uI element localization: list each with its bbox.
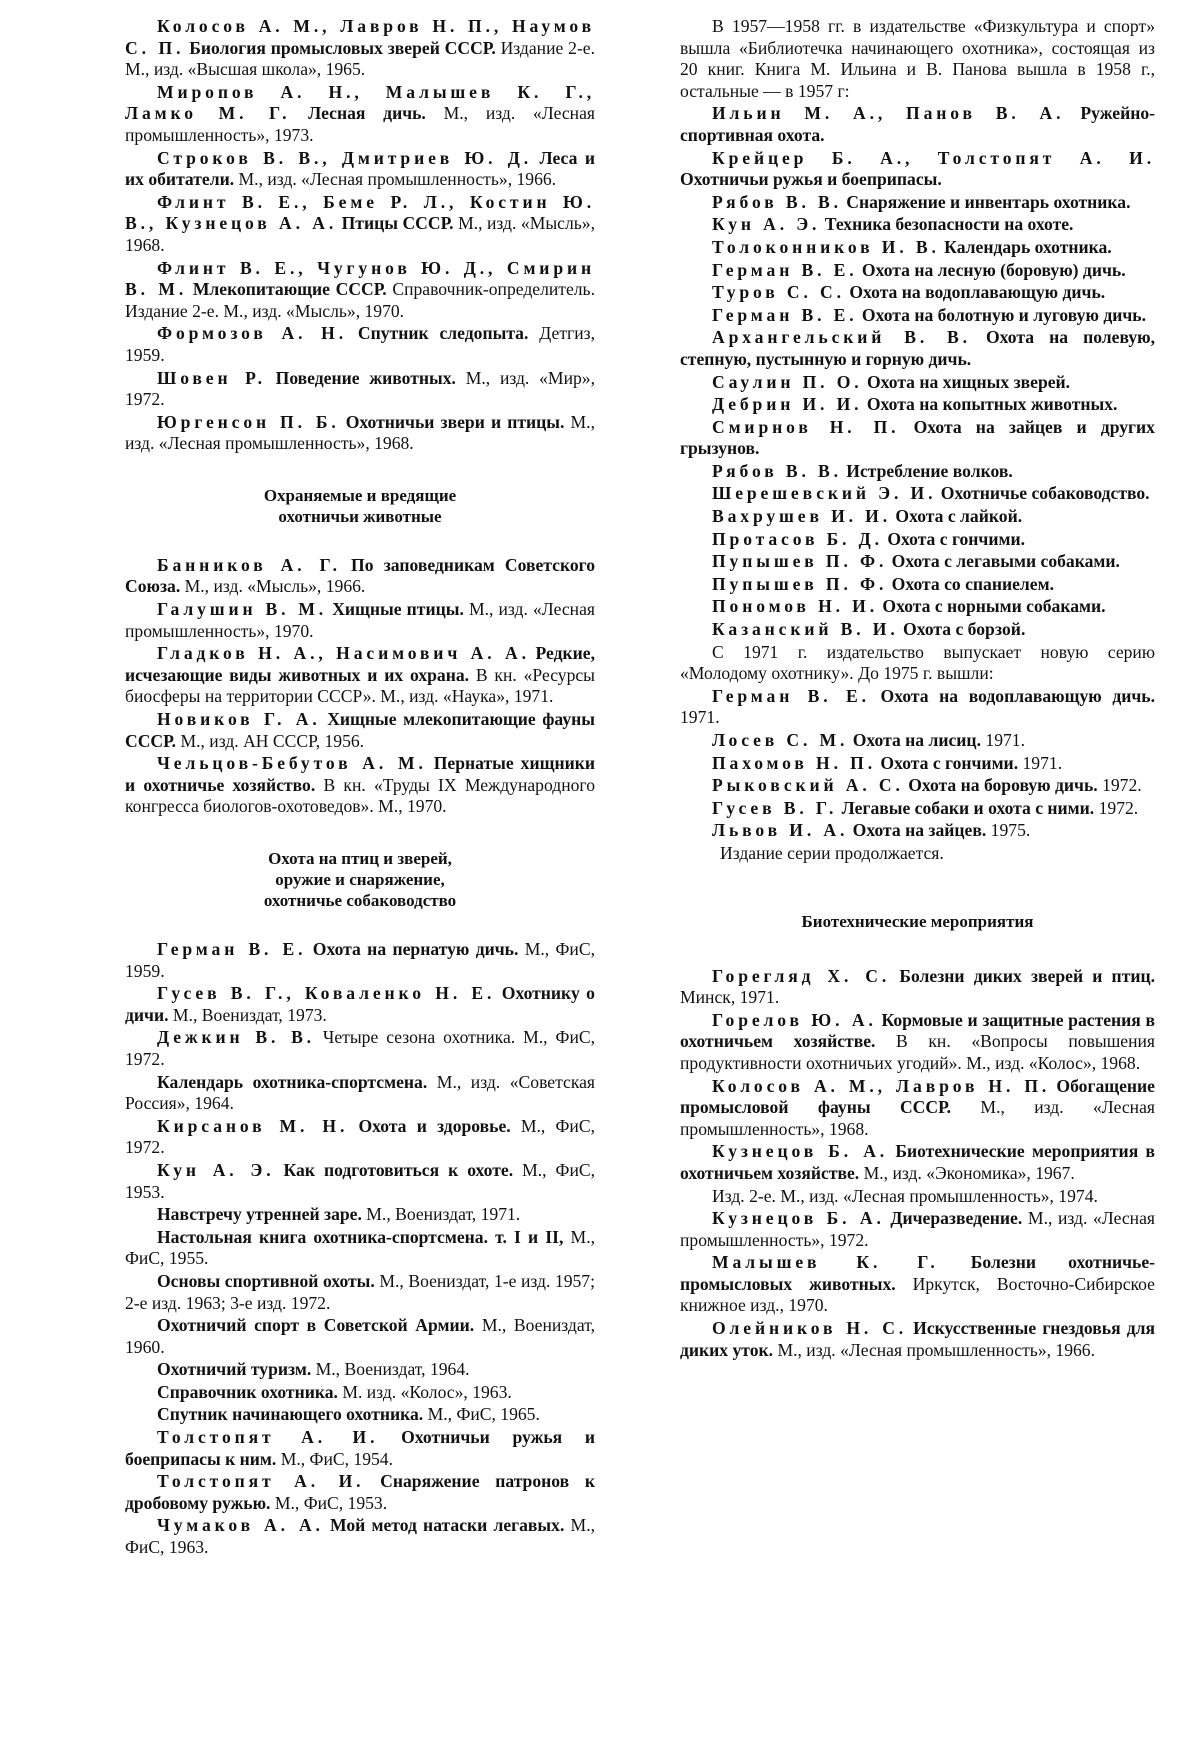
entry-title: Охота со спаниелем. [891,573,1054,594]
entry-author: Шовен Р. [157,367,266,388]
bibliography-entry [125,82,595,147]
bibliography-entry [680,966,1155,1009]
bibliography-entry [680,775,1155,797]
entry-author: Олейников Н. С. [712,1318,908,1339]
entry-details: М., изд. «Экономика», 1967. [863,1162,1075,1183]
entry-title: Охотничий спорт в Советской Армии. [157,1315,475,1336]
entry-details: М., изд. «Мысль», 1968. [125,213,595,255]
entry-details: М., Воениздат, 1964. [315,1359,470,1380]
bibliography-entry [125,1359,595,1381]
bibliography-entry [125,1027,595,1070]
entry-author: Гладков Н. А., Насимович А. А. [157,643,530,664]
bibliography-entry [680,551,1155,573]
entry-title: Охота с норными собаками. [882,596,1106,617]
series-intro-paragraph: В 1957—1958 гг. в издательстве «Физкультура и спорт» вышла «Библиотечка начинающего охотника», состоящая из 20 книг. Книга М. Ильина и В. Панова вышла в 1958 г., остальные — в 1957 г: [680,16,1155,101]
entry-author: Чумаков А. А. [157,1515,324,1536]
entry-title: Редкие, исчезающие виды животных и их охрана. [125,643,595,685]
section-heading-biotechnical [680,911,1155,932]
entry-details: М., изд. «Мир», 1972. [125,367,595,410]
entry-author: Кирсанов М. Н. [157,1115,349,1136]
entry-title: Легавые собаки и охота с ними. [841,797,1095,818]
entry-title: Болезни диких зверей и птиц. [899,965,1156,986]
entry-details: М., изд. АН СССР, 1956. [180,730,365,751]
entry-title: Охота на зайцев. [852,820,987,841]
entry-author: Гусев В. Г., Коваленко Н. Е. [157,983,496,1004]
entry-author: Толстопят А. И. [157,1427,379,1448]
right-series1 [680,103,1155,640]
entry-author: Строков В. В., Дмитриев Ю. Д. [157,147,533,168]
entry-author: Дебрин И. И. [712,394,863,415]
entry-title: Кормовые и защитные растения в охотничьем хозяйстве. [680,1009,1155,1052]
bibliography-entry [125,1160,595,1203]
entry-author: Флинт В. Е., Беме Р. Л., Костин Ю. В., Кузнецов А. А. [125,191,595,234]
entry-title: Охотничьи звери и птицы. [345,411,565,432]
entry-author: Миропов А. Н., Малышев К. Г., Ламко М. Г. [125,81,595,124]
entry-title: Хищные млекопитающие фауны СССР. [125,709,595,751]
entry-details: М., изд. «Лесная промышленность», 1973. [125,103,595,145]
entry-author: Протасов Б. Д. [712,528,883,549]
entry-title: Охота на лисиц. [852,730,981,750]
entry-title: Справочник охотника. [157,1381,338,1402]
entry-details: 1972. [1098,797,1139,818]
entry-author: Лосев С. М. [712,730,849,750]
entry-title: Охота на пернатую дичь. [312,939,519,959]
heading-line: Охота на птиц и зверей, [268,849,452,868]
entry-title: Птицы СССР. [341,213,454,234]
bibliography-entry [680,1141,1155,1184]
entry-title: По заповедникам Советского Союза. [125,554,595,597]
entry-author: Дежкин В. В. [157,1027,315,1048]
entry-details: 1971. [680,707,720,728]
entry-title: Охота на зайцев и других грызунов. [680,416,1155,459]
bibliography-entry [680,1208,1155,1251]
entry-details: Минск, 1971. [680,987,780,1008]
left-group3 [125,939,595,1559]
bibliography-entry [680,1186,1155,1208]
entry-author: Ильин М. А., Панов В. А. [712,103,1065,124]
bibliography-entry [680,596,1155,618]
entry-details: М., изд. «Мысль», 1966. [184,576,366,597]
entry-details: М., ФиС, 1953. [125,1159,595,1202]
entry-title: Охотничий туризм. [157,1359,312,1380]
entry-details: М., изд. «Лесная промышленность», 1966. [777,1339,1095,1360]
bibliography-entry [125,599,595,642]
entry-title: Охотничьи ружья и боеприпасы к ним. [125,1427,595,1469]
entry-details: Иркутск, Восточно-Сибирское книжное изд., 1970. [680,1273,1155,1316]
entry-title: Ружейно-спортивная охота. [680,103,1155,145]
bibliography-entry [125,1315,595,1358]
bibliography-entry [680,619,1155,641]
entry-title: Пернатые хищники и охотничье хозяйство. [125,753,596,795]
entry-title: Охота на водоплавающую дичь. [880,685,1155,706]
entry-title: Искусственные гнездовья для диких уток. [680,1318,1155,1360]
heading-line: оружие и снаряжение, [275,870,445,889]
entry-author: Кузнецов Б. А. [712,1141,889,1162]
entry-title: Календарь охотника-спортсмена. [157,1071,428,1092]
entry-details: М., изд. «Лесная промышленность», 1970. [125,599,595,641]
series-closing-note: Издание серии продолжается. [720,842,944,863]
entry-author: Саулин П. О. [712,371,863,392]
entry-details: 1972. [1102,775,1142,796]
bibliography-entry [680,1318,1155,1361]
bibliography-entry [680,148,1155,191]
bibliography-entry [125,412,595,455]
entry-details: М., Воениздат, 1971. [366,1204,521,1225]
entry-details: Изд. 2-е. М., изд. «Лесная промышленность», 1974. [712,1185,1098,1206]
right-group4 [680,966,1155,1362]
entry-author: Львов И. А. [712,820,849,841]
entry-title: Снаряжение патронов к дробовому ружью. [125,1471,595,1513]
entry-title: Охота с легавыми собаками. [891,551,1120,572]
entry-author: Пахомов Н. П. [712,752,876,773]
entry-author: Рябов В. В. [712,191,842,212]
bibliography-entry [680,798,1155,820]
left-group1 [125,16,595,455]
bibliography-entry [125,1116,595,1159]
entry-author: Рябов В. В. [712,460,842,481]
entry-author: Смирнов Н. П. [712,416,900,437]
entry-details: Справочник-определитель. Издание 2-е. М., изд. «Мысль», 1970. [125,279,595,321]
entry-author: Горелов Ю. А. [712,1009,877,1030]
entry-title: Охота на водоплавающую дичь. [849,282,1106,303]
entry-author: Рыковский А. С. [712,775,904,796]
entry-author: Крейцер Б. А., Толстопят А. И. [712,147,1155,168]
bibliography-entry [680,574,1155,596]
entry-title: Календарь охотника. [944,236,1112,257]
entry-details: М., ФиС, 1959. [125,939,595,981]
entry-details: Четыре сезона охотника. М., ФиС, 1972. [125,1027,595,1069]
entry-author: Чельцов-Бебутов А. М. [157,753,427,774]
entry-details: М., ФиС, 1953. [274,1492,388,1513]
entry-title: Охота на лесную (боровую) дичь. [861,259,1126,280]
bibliography-entry [680,820,1155,842]
entry-author: Толстопят А. И. [157,1471,365,1492]
entry-title: Охотничьи ружья и боеприпасы. [680,169,942,190]
entry-author: Новиков Г. А. [157,709,321,730]
bibliography-entry [680,529,1155,551]
entry-details: 1975. [990,820,1031,841]
entry-title: Охота на копытных животных. [866,394,1118,415]
entry-author: Банников А. Г. [157,554,341,575]
bibliography-entry [125,1427,595,1470]
entry-title: Охотничье собаководство. [940,483,1150,504]
entry-details: М., Воениздат, 1973. [172,1004,327,1025]
entry-author: Кун А. Э. [712,214,821,235]
entry-author: Гусев В. Г. [712,797,838,818]
bibliography-entry [125,192,595,257]
entry-title: Истребление волков. [846,460,1013,481]
entry-details: Детгиз, 1959. [125,323,595,365]
entry-author: Галушин В. М. [157,599,328,620]
entry-author: Формозов А. Н. [157,323,347,344]
entry-details: М., Воениздат, 1-е изд. 1957; 2-е изд. 1963; 3-е изд. 1972. [125,1270,595,1313]
entry-author: Юргенсон П. Б. [157,411,340,432]
bibliography-entry [680,327,1155,370]
entry-title: Поведение животных. [275,367,456,388]
entry-author: Малышев К. Г. [712,1252,939,1273]
entry-details: 1971. [985,730,1025,750]
entry-details: М., изд. «Лесная промышленность», 1968. [125,411,595,454]
entry-author: Флинт В. Е., Чугунов Ю. Д., Смирин В. М. [125,257,595,300]
bibliography-entry [680,394,1155,416]
entry-details: М., изд. «Лесная промышленность», 1968. [680,1097,1155,1139]
entry-title: Охота на полевую, степную, пустынную и горную дичь. [680,327,1155,369]
entry-title: Основы спортивной охоты. [157,1270,375,1291]
entry-author: Туров С. С. [712,282,845,303]
entry-details: М., ФиС, 1972. [125,1115,595,1158]
bibliography-entry [125,1471,595,1514]
bibliography-entry [680,1252,1155,1317]
entry-title: Обогащение промысловой фауны СССР. [680,1075,1155,1118]
bibliography-entry [680,753,1155,775]
bibliography-entry [680,372,1155,394]
bibliography-entry [680,1076,1155,1141]
entry-title: Охота с борзой. [903,619,1026,640]
entry-author: Архангельский В. В. [712,327,971,348]
bibliography-entry [680,506,1155,528]
heading-line: Охраняемые и вредящие [263,485,457,505]
bibliography-entry [680,686,1155,729]
left-group2 [125,555,595,818]
bibliography-entry [125,323,595,366]
entry-author: Горегляд Х. С. [712,965,891,986]
bibliography-entry [125,643,595,708]
bibliography-entry [125,148,595,191]
right-series2 [680,686,1155,842]
bibliography-entry [125,368,595,411]
entry-title: Охота на боровую дичь. [908,775,1098,796]
entry-title: Дичеразведение. [890,1208,1023,1229]
entry-title: Снаряжение и инвентарь охотника. [846,191,1131,212]
bibliography-entry [125,709,595,752]
entry-title: Охота на болотную и луговую дичь. [861,304,1146,325]
entry-details: М., ФиС, 1955. [125,1226,595,1269]
entry-title: Леса и их обитатели. [125,147,595,190]
entry-title: Как подготовиться к охоте. [283,1159,514,1180]
bibliography-entry [680,237,1155,259]
bibliography-entry [125,1072,595,1115]
entry-author: Колосов А. М., Лавров Н. П., Наумов С. П. [125,16,595,58]
entry-details: М., изд. «Лесная промышленность», 1966. [238,169,557,190]
entry-author: Пупышев П. Ф. [712,551,888,572]
entry-author: Кун А. Э. [157,1159,275,1180]
entry-author: Герман В. Е. [712,685,870,706]
entry-details: М., ФиС, 1954. [280,1448,393,1469]
bibliography-entry [125,1204,595,1226]
heading-line: Биотехнические мероприятия [801,911,1034,931]
bibliography-entry [680,282,1155,304]
entry-title: Млекопитающие СССР. [192,279,387,300]
heading-line: охотничье собаководство [263,891,457,910]
entry-details: 1971. [1022,752,1063,773]
bibliography-entry [680,1010,1155,1075]
entry-details: М., ФиС, 1963. [125,1515,595,1558]
entry-details: Издание 2-е. М., изд. «Высшая школа», 1965. [125,37,596,80]
entry-author: Колосов А. М., Лавров Н. П. [712,1075,1051,1096]
entry-author: Герман В. Е. [712,304,858,325]
bibliography-entry [125,555,595,598]
entry-author: Герман В. Е. [157,939,307,959]
bibliography-entry [680,260,1155,282]
entry-title: Спутник начинающего охотника. [157,1404,424,1425]
bibliography-entry [125,1382,595,1404]
bibliography-entry [125,939,595,982]
section-heading-protected-animals [125,485,595,527]
entry-author: Толоконников И. В. [712,236,940,257]
bibliography-entry [680,730,1155,752]
entry-title: Охота на хищных зверей. [866,371,1071,392]
entry-details: В кн. «Вопросы повышения продуктивности охотничьих угодий». М., изд. «Колос», 1968. [680,1031,1155,1073]
entry-details: М., ФиС, 1965. [427,1404,540,1425]
entry-details: В кн. «Труды IX Международного конгресса биологов-охотоведов». М., 1970. [125,774,596,817]
entry-title: Спутник следопыта. [357,323,529,344]
entry-author: Герман В. Е. [712,259,858,280]
entry-title: Охота и здоровье. [358,1115,511,1136]
entry-title: Навстречу утренней заре. [157,1204,362,1225]
entry-title: Биотехнические мероприятия в охотничьем хозяйстве. [680,1141,1156,1183]
entry-title: Болезни охотничье-промысловых животных. [680,1252,1155,1294]
bibliography-entry [125,983,595,1026]
entry-title: Мой метод натаски легавых. [330,1515,565,1536]
entry-title: Охота с гончими. [887,528,1026,549]
series2-intro-paragraph: С 1971 г. издательство выпускает новую серию «Молодому охотнику». До 1975 г. вышли: [680,641,1155,684]
entry-title: Охотнику о дичи. [125,983,595,1025]
section-heading-hunting [125,848,595,911]
bibliography-entry [680,192,1155,214]
entry-author: Вахрушев И. И. [712,506,892,527]
entry-author: Пономов Н. И. [712,596,878,617]
bibliography-entry [680,417,1155,460]
entry-title: Лесная дичь. [308,103,426,124]
entry-title: Хищные птицы. [332,599,464,620]
entry-title: Биология промысловых зверей СССР. [189,37,496,58]
entry-author: Казанский В. И. [712,619,899,640]
bibliography-entry [125,1227,595,1270]
entry-title: Техника безопасности на охоте. [824,214,1074,235]
bibliography-entry [125,1271,595,1314]
entry-author: Пупышев П. Ф. [712,573,888,594]
bibliography-entry [125,753,595,818]
bibliography-entry [680,103,1155,146]
entry-title: Охота с гончими. [880,752,1019,773]
entry-details: М., изд. «Советская Россия», 1964. [125,1071,595,1114]
left-column [125,16,595,1560]
bibliography-entry [125,1515,595,1558]
entry-details: М., изд. «Лесная промышленность», 1972. [680,1208,1155,1250]
entry-details: В кн. «Ресурсы биосферы на территории СССР». М., изд. «Наука», 1971. [125,664,595,707]
heading-line: охотничьи животные [278,506,442,526]
bibliography-entry [125,258,595,323]
entry-author: Кузнецов Б. А. [712,1208,885,1229]
bibliography-entry [680,483,1155,505]
bibliography-entry [680,461,1155,483]
bibliography-entry [125,16,595,81]
bibliography-entry [680,214,1155,236]
bibliography-entry [125,1404,595,1426]
entry-details: М., Воениздат, 1960. [125,1315,595,1357]
entry-details: М. изд. «Колос», 1963. [342,1381,512,1402]
entry-title: Настольная книга охотника-спортсмена. т. I и II, [157,1226,564,1247]
bibliography-entry [680,305,1155,327]
entry-author: Шерешевский Э. И. [712,483,937,504]
entry-title: Охота с лайкой. [895,506,1023,527]
right-column [680,16,1155,1362]
